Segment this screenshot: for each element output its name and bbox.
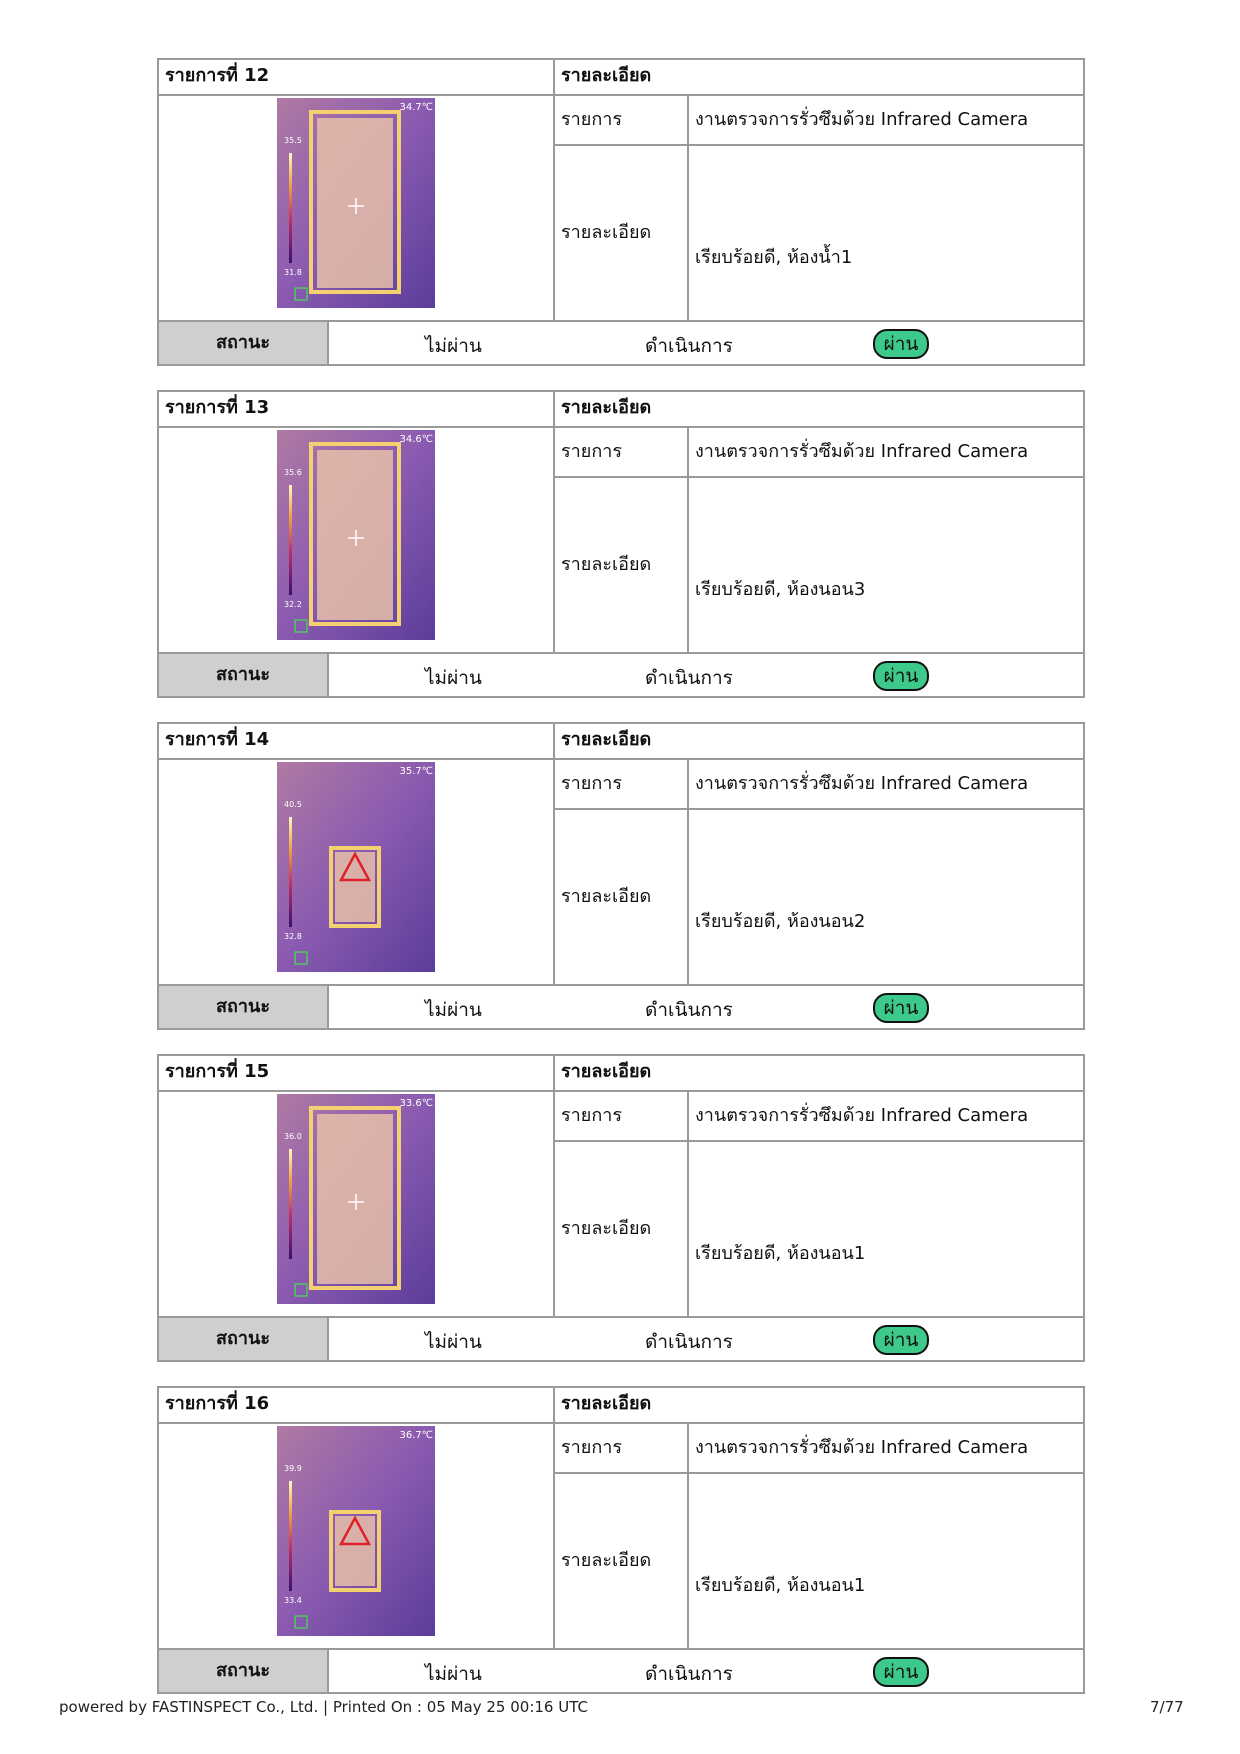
status-pass-badge[interactable]: ผ่าน [873,1325,929,1355]
thermal-image [277,1426,435,1636]
status-label: สถานะ [159,322,327,364]
status-option-in-progress[interactable]: ดำเนินการ [645,1663,733,1685]
footer-credit: powered by FASTINSPECT Co., Ltd. | Printed On : 05 May 25 00:16 UTC [59,1698,588,1716]
detail-header: รายละเอียด [561,1393,652,1414]
row-label-detail: รายละเอียด [561,1550,652,1571]
row-value-detail: เรียบร้อยดี, ห้องนอน2 [695,911,866,932]
status-option-fail[interactable]: ไม่ผ่าน [425,1331,482,1353]
detail-header: รายละเอียด [561,729,652,750]
thermal-temp-readout: 34.7℃ [399,102,433,113]
detail-header: รายละเอียด [561,65,652,86]
row-value-detail: เรียบร้อยดี, ห้องนอน1 [695,1243,866,1264]
thermal-temp-readout: 34.6℃ [399,434,433,445]
row-label-item: รายการ [561,1105,622,1126]
status-label: สถานะ [159,1318,327,1360]
row-label-item: รายการ [561,1437,622,1458]
inspection-item [157,1386,1085,1694]
item-title: รายการที่ 13 [165,397,270,418]
thermal-image [277,762,435,972]
row-label-item: รายการ [561,109,622,130]
status-option-fail[interactable]: ไม่ผ่าน [425,1663,482,1685]
row-value-detail: เรียบร้อยดี, ห้องนอน3 [695,579,866,600]
inspection-item [157,58,1085,366]
row-label-detail: รายละเอียด [561,554,652,575]
status-pass-badge[interactable]: ผ่าน [873,661,929,691]
thermal-image [277,98,435,308]
row-value-item: งานตรวจการรั่วซึมด้วย Infrared Camera [695,109,1029,130]
scale-min: 31.8 [284,268,302,277]
detail-header: รายละเอียด [561,1061,652,1082]
row-label-detail: รายละเอียด [561,886,652,907]
status-option-fail[interactable]: ไม่ผ่าน [425,335,482,357]
thermal-image [277,1094,435,1304]
scale-min: 33.4 [284,1596,302,1605]
row-value-item: งานตรวจการรั่วซึมด้วย Infrared Camera [695,1437,1029,1458]
status-option-in-progress[interactable]: ดำเนินการ [645,335,733,357]
row-value-detail: เรียบร้อยดี, ห้องน้ำ1 [695,247,853,268]
row-value-item: งานตรวจการรั่วซึมด้วย Infrared Camera [695,1105,1029,1126]
row-value-detail: เรียบร้อยดี, ห้องนอน1 [695,1575,866,1596]
row-label-detail: รายละเอียด [561,1218,652,1239]
status-option-fail[interactable]: ไม่ผ่าน [425,667,482,689]
item-title: รายการที่ 15 [165,1061,270,1082]
row-value-item: งานตรวจการรั่วซึมด้วย Infrared Camera [695,441,1029,462]
status-label: สถานะ [159,1650,327,1692]
row-label-item: รายการ [561,441,622,462]
inspection-item [157,390,1085,698]
item-title: รายการที่ 14 [165,729,270,750]
scale-min: 32.8 [284,932,302,941]
scale-max: 35.6 [284,468,302,477]
status-pass-badge[interactable]: ผ่าน [873,1657,929,1687]
scale-min: 32.2 [284,600,302,609]
scale-max: 36.0 [284,1132,302,1141]
thermal-image [277,430,435,640]
inspection-item [157,1054,1085,1362]
status-option-in-progress[interactable]: ดำเนินการ [645,1331,733,1353]
inspection-item [157,722,1085,1030]
page-number: 7/77 [1150,1698,1184,1716]
status-pass-badge[interactable]: ผ่าน [873,329,929,359]
scale-max: 39.9 [284,1464,302,1473]
status-pass-badge[interactable]: ผ่าน [873,993,929,1023]
status-label: สถานะ [159,654,327,696]
thermal-temp-readout: 35.7℃ [399,766,433,777]
status-option-fail[interactable]: ไม่ผ่าน [425,999,482,1021]
detail-header: รายละเอียด [561,397,652,418]
status-option-in-progress[interactable]: ดำเนินการ [645,667,733,689]
thermal-temp-readout: 36.7℃ [399,1430,433,1441]
thermal-temp-readout: 33.6℃ [399,1098,433,1109]
row-value-item: งานตรวจการรั่วซึมด้วย Infrared Camera [695,773,1029,794]
row-label-detail: รายละเอียด [561,222,652,243]
status-option-in-progress[interactable]: ดำเนินการ [645,999,733,1021]
scale-max: 40.5 [284,800,302,809]
item-title: รายการที่ 16 [165,1393,270,1414]
item-title: รายการที่ 12 [165,65,270,86]
status-label: สถานะ [159,986,327,1028]
scale-max: 35.5 [284,136,302,145]
row-label-item: รายการ [561,773,622,794]
